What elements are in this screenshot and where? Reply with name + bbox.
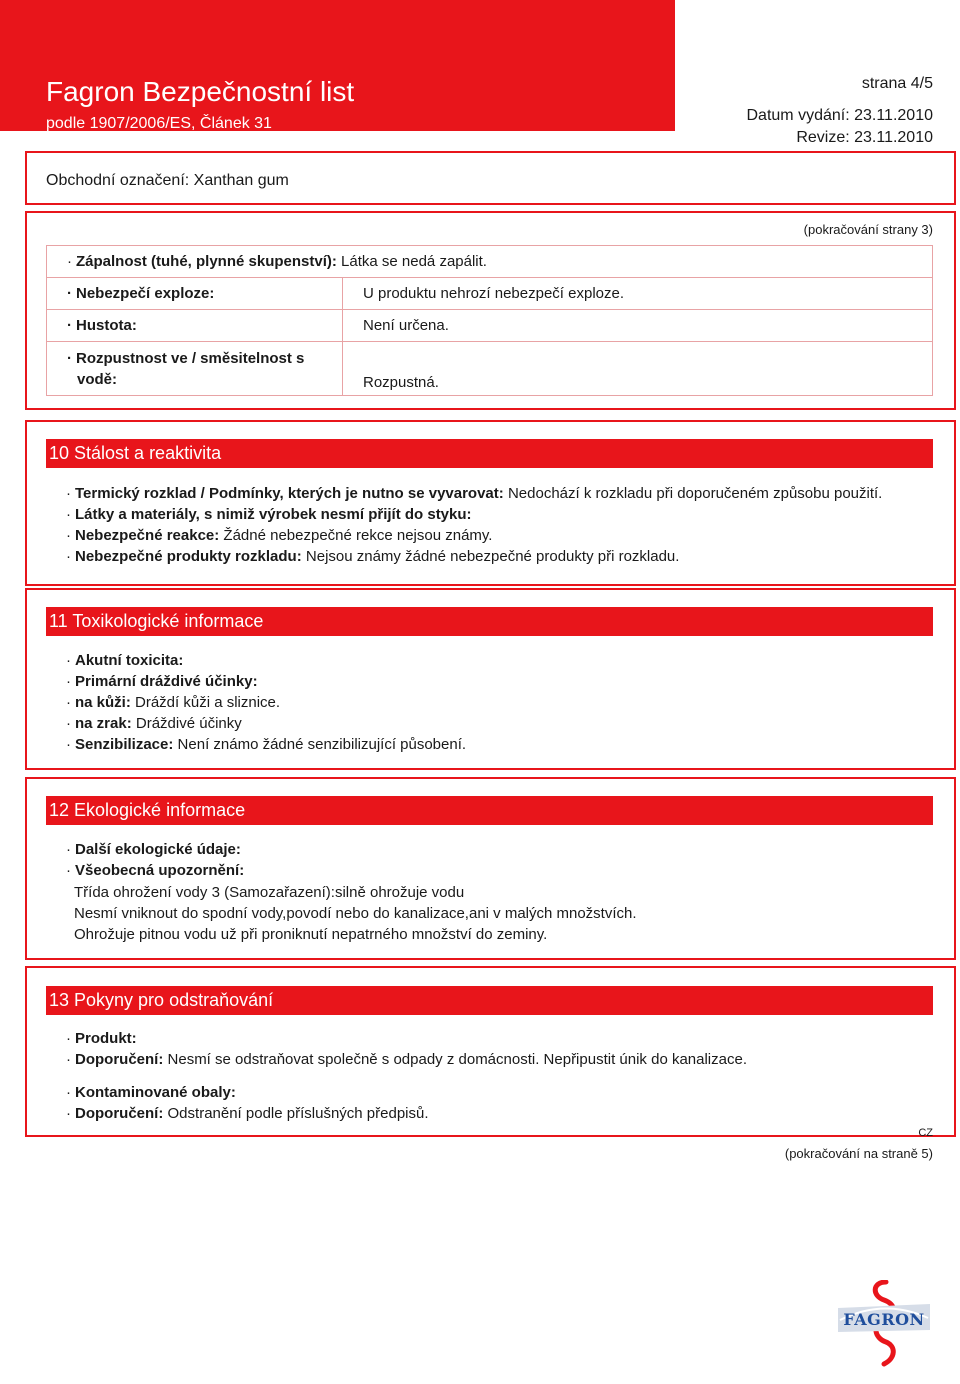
property-value: Není určena. — [343, 310, 933, 342]
fagron-logo — [836, 1280, 932, 1368]
property-key — [47, 342, 343, 396]
properties-table — [46, 245, 933, 396]
bullet-icon: · — [67, 253, 72, 270]
line-label: Látky a materiály, s nimiž výrobek nesmí přijít do styku: — [75, 506, 472, 523]
bullet-icon: · — [66, 548, 71, 565]
bullet-icon: · — [66, 1105, 71, 1122]
property-key — [47, 310, 343, 342]
revision-date: Revize: 23.11.2010 — [796, 129, 933, 146]
section13-line — [66, 1083, 236, 1103]
bullet-icon: · — [66, 736, 71, 753]
section12-line — [66, 840, 241, 860]
product-value: Xanthan gum — [193, 172, 289, 189]
bullet-icon: · — [66, 485, 71, 502]
line-text: Žádné nebezpečné rekce nejsou známy. — [223, 527, 493, 544]
bullet-icon: · — [66, 1030, 71, 1047]
section13-title: 13 Pokyny pro odstraňování — [46, 986, 933, 1015]
table-row — [47, 310, 933, 342]
line-label: Primární dráždivé účinky: — [75, 673, 258, 690]
section10-title: 10 Stálost a reaktivita — [46, 439, 933, 468]
section12-note: Nesmí vniknout do spodní vody,povodí nebo do kanalizace,ani v malých množstvích. — [74, 905, 637, 922]
line-label: Další ekologické údaje: — [75, 841, 241, 858]
line-label: Doporučení: — [75, 1051, 164, 1068]
document-subtitle: podle 1907/2006/ES, Článek 31 — [46, 115, 272, 132]
language-code: CZ — [918, 1127, 933, 1139]
section11-line — [66, 714, 242, 734]
bullet-icon: · — [66, 506, 71, 523]
property-key — [47, 278, 343, 310]
bullet-icon: · — [66, 1051, 71, 1068]
section11-line — [66, 651, 183, 671]
section12-note: Ohrožuje pitnou vodu už při proniknutí nepatrného množství do zeminy. — [74, 926, 548, 943]
bullet-icon: · — [66, 527, 71, 544]
table-row — [47, 278, 933, 310]
property-key-text: Rozpustnost ve / směsitelnost s — [76, 349, 305, 367]
line-text: Dráždivé účinky — [135, 715, 242, 732]
property-key-text: Hustota: — [76, 317, 137, 334]
section13-line — [66, 1104, 429, 1124]
bullet-icon: · — [67, 349, 72, 367]
section10-line — [66, 526, 492, 546]
line-label: Akutní toxicita: — [75, 652, 184, 669]
property-key: Zápalnost (tuhé, plynné skupenství): — [76, 253, 337, 270]
section11-line — [66, 693, 280, 713]
bullet-icon: · — [67, 317, 72, 334]
line-text: Není známo žádné senzibilizující působení. — [177, 736, 467, 753]
line-text: Dráždí kůži a sliznice. — [135, 694, 281, 711]
logo-text: FAGRON — [843, 1310, 925, 1329]
page-number: strana 4/5 — [861, 75, 933, 92]
line-label: Kontaminované obaly: — [75, 1084, 236, 1101]
bullet-icon: · — [66, 862, 71, 879]
header-banner — [0, 0, 675, 131]
document-title: Fagron Bezpečnostní list — [46, 76, 355, 107]
section10-line — [66, 484, 882, 504]
bullet-icon: · — [66, 715, 71, 732]
property-key-text: Nebezpečí exploze: — [76, 285, 215, 302]
bullet-icon: · — [66, 1084, 71, 1101]
product-label: Obchodní označení: — [46, 172, 190, 189]
property-key-text-2: vodě: — [77, 370, 118, 388]
line-label: Termický rozklad / Podmínky, kterých je nutno se vyvarovat: — [75, 485, 504, 502]
line-text: Nesmí se odstraňovat společně s odpady z domácnosti. Nepřipustit únik do kanalizace. — [167, 1051, 747, 1068]
line-text: Nedochází k rozkladu při doporučeném způsobu použití. — [507, 485, 883, 502]
section12-line — [66, 861, 244, 881]
section11-line — [66, 735, 466, 755]
table-row — [47, 342, 933, 396]
table-row — [47, 246, 933, 278]
line-label: Nebezpečné reakce: — [75, 527, 220, 544]
bullet-icon: · — [66, 694, 71, 711]
line-text: Odstranění podle příslušných předpisů. — [167, 1105, 429, 1122]
bullet-icon: · — [66, 673, 71, 690]
section11-title: 11 Toxikologické informace — [46, 607, 933, 636]
section10-line — [66, 505, 472, 525]
bullet-icon: · — [66, 652, 71, 669]
section11-line — [66, 672, 258, 692]
section12-note: Třída ohrožení vody 3 (Samozařazení):silně ohrožuje vodu — [74, 884, 465, 901]
line-label: na zrak: — [75, 715, 132, 732]
bullet-icon: · — [66, 841, 71, 858]
section12-title: 12 Ekologické informace — [46, 796, 933, 825]
line-label: Senzibilizace: — [75, 736, 174, 753]
continuation-bottom: (pokračování na straně 5) — [784, 1146, 933, 1161]
section13-line — [66, 1029, 137, 1049]
product-name — [46, 172, 289, 190]
property-value: Látka se nedá zapálit. — [341, 253, 487, 270]
line-label: Doporučení: — [75, 1105, 164, 1122]
property-value: Rozpustná. — [343, 342, 933, 396]
line-label: Všeobecná upozornění: — [75, 862, 245, 879]
section10-line — [66, 547, 679, 567]
issue-date: Datum vydání: 23.11.2010 — [746, 107, 933, 124]
continuation-top: (pokračování strany 3) — [803, 222, 933, 237]
section13-line — [66, 1050, 747, 1070]
property-value: U produktu nehrozí nebezpečí exploze. — [343, 278, 933, 310]
line-label: Nebezpečné produkty rozkladu: — [75, 548, 302, 565]
line-label: na kůži: — [75, 694, 131, 711]
line-label: Produkt: — [75, 1030, 137, 1047]
bullet-icon: · — [67, 285, 72, 302]
line-text: Nejsou známy žádné nebezpečné produkty při rozkladu. — [305, 548, 680, 565]
property-flammability — [47, 246, 933, 278]
